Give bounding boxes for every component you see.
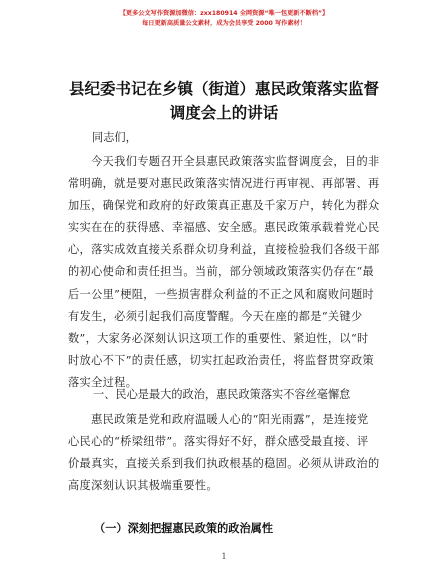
paragraph-1-line: 落实全过程。 — [68, 375, 138, 389]
document-title-line-2: 调度会上的讲话 — [169, 104, 279, 122]
paragraph-1-line: 有发生，必须引起我们高度警醒。今天在座的都是“关键少 — [68, 309, 363, 323]
paragraph-1-line: 数”，大家务必深刻认识这项工作的重要性、紧迫性，以“时 — [68, 331, 369, 345]
paragraph-1-line: 时放心不下”的责任感，切实扛起政治责任，将监督贯穿政策 — [68, 353, 375, 367]
paragraph-1-line: 心，落实成效直接关系群众切身利益，直接检验我们各级干部 — [68, 243, 380, 257]
paragraph-2-line: 惠民政策是党和政府温暖人心的“阳光雨露”，是连接党 — [68, 413, 369, 426]
paragraph-1-line: 的初心使命和责任担当。当前，部分领域政策落实仍存在“最 — [68, 265, 375, 279]
paragraph-2-line: 心民心的“桥梁纽带”。落实得好不好，群众感受最直接、评 — [68, 435, 369, 449]
paragraph-1-line: 实实在在的获得感、幸福感、安全感。惠民政策承载着党心民 — [68, 221, 380, 235]
paragraph-1 — [68, 151, 384, 394]
paragraph-2-line: 价最真实，直接关系到我们执政根基的稳固。必须从讲政治的 — [68, 457, 380, 471]
promo-banner-line-2: 每日更新高质量公文素材，成为会员享受 2000 写作素材！ — [142, 20, 306, 27]
paragraph-2-line: 高度深刻认识其极端重要性。 — [68, 479, 218, 493]
document-title-line-1: 县纪委书记在乡镇（街道）惠民政策落实监督 — [68, 80, 379, 98]
paragraph-1-line: 加压，确保党和政府的好政策真正惠及千家万户，转化为群众 — [68, 199, 380, 213]
paragraph-2 — [68, 409, 384, 497]
subsection-heading: （一）深刻把握惠民政策的政治属性 — [94, 522, 274, 535]
promo-banner-line-1: 【更多公文写作资源加微信：zxx180914 全网资源“唯一包更新不断档”】 — [119, 10, 329, 17]
page-number: 1 — [221, 552, 227, 561]
paragraph-1-line: 常明确，就是要对惠民政策落实情况进行再审视、再部署、再 — [68, 177, 380, 191]
paragraph-1-line: 今天我们专题召开全县惠民政策落实监督调度会，目的非 — [68, 155, 380, 168]
section-heading-1: 一、民心是最大的政治，惠民政策落实不容丝毫懈怠 — [93, 388, 351, 401]
paragraph-1-line: 后一公里”梗阻，一些损害群众利益的不正之风和腐败问题时 — [68, 287, 375, 301]
greeting: 同志们， — [92, 131, 137, 144]
